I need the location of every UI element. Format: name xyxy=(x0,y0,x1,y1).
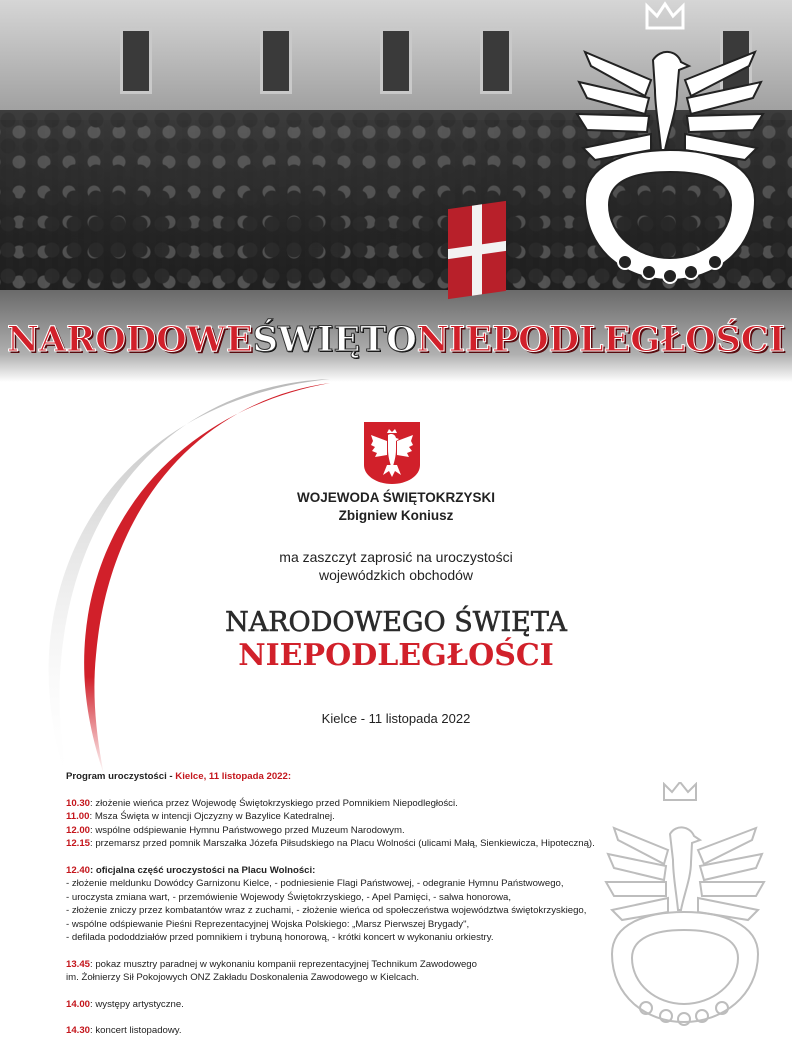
invite-line-2: wojewódzkich obchodów xyxy=(318,567,474,583)
program-time: 14.30 xyxy=(66,1025,91,1036)
banner-window xyxy=(120,28,152,94)
program-time: 10.30 xyxy=(66,797,91,809)
program-item-concert xyxy=(66,1024,626,1038)
banner-window xyxy=(480,28,512,94)
headline-word-narodowe: NARODOWE xyxy=(7,319,253,360)
program-text: : Msza Święta w intencji Ojczyzny w Bazylice Katedralnej. xyxy=(89,811,335,822)
banner-headline xyxy=(0,318,792,362)
program-text: : złożenie wieńca przez Wojewodę Świętokrzyskiego przed Pomnikiem Niepodległości. xyxy=(90,797,458,809)
program-heading xyxy=(66,770,626,784)
program-item xyxy=(66,824,626,838)
military-eagle-outline-icon xyxy=(596,782,776,1040)
program-item xyxy=(66,837,626,851)
invite-line-1: ma zaszczyt zaprosić na uroczystości xyxy=(279,549,513,565)
program-time: 12.40 xyxy=(66,864,91,876)
banner-window xyxy=(380,28,412,94)
military-eagle-emblem-icon xyxy=(565,0,775,320)
program-item-art xyxy=(66,998,626,1012)
program-item xyxy=(66,797,626,811)
official-line: - defilada pododdziałów przed pomnikiem i trybuną honorową, - krótki koncert w wykonaniu orkiestry. xyxy=(66,932,494,943)
program-text: : występy artystyczne. xyxy=(90,998,184,1010)
official-line: - złożenie zniczy przez kombatantów wraz z zuchami, - złożenie wieńca od społeczeństwa województwa świętokrzyskiego, xyxy=(66,905,587,916)
event-title-line-2: NIEPODLEGŁOŚCI xyxy=(238,638,554,673)
official-line: - uroczysta zmiana wart, - przemówienie Wojewody Świętokrzyskiego, - Apel Pamięci, - salwa honorowa, xyxy=(66,891,512,903)
program-heading-prefix: Program uroczystości - xyxy=(66,771,176,782)
program-time: 14.00 xyxy=(66,998,91,1010)
program-item-drill xyxy=(66,958,626,972)
headline-word-swieto: ŚWIĘTO xyxy=(252,319,417,360)
headline-word-niepodleglosci: NIEPODLEGŁOŚCI xyxy=(416,319,785,360)
program-time: 12.00 xyxy=(66,824,91,836)
program-time: 12.15 xyxy=(66,838,91,849)
program-item-official xyxy=(66,864,626,878)
program-heading-place: Kielce, 11 listopada 2022: xyxy=(175,771,292,782)
program-text: : koncert listopadowy. xyxy=(90,1025,182,1036)
program-text: : przemarsz przed pomnik Marszałka Józefa Piłsudskiego na Placu Wolności (ulicami Małą, Sienkiewicza, Hipoteczną). xyxy=(90,838,595,849)
voivode-title: WOJEWODA ŚWIĘTOKRZYSKI xyxy=(296,490,495,505)
program-text: : wspólne odśpiewanie Hymnu Państwowego przed Muzeum Narodowym. xyxy=(90,824,405,836)
program-item xyxy=(66,810,626,824)
place-and-date: Kielce - 11 listopada 2022 xyxy=(321,711,471,726)
event-title-line-1: NARODOWEGO ŚWIĘTA xyxy=(225,607,567,638)
program-time: 11.00 xyxy=(66,811,90,822)
polish-coat-of-arms-icon xyxy=(363,421,421,485)
header-banner xyxy=(0,0,792,382)
program-item-drill-cont: im. Żołnierzy Sił Pokojowych ONZ Zakładu Doskonalenia Zawodowego w Kielcach. xyxy=(66,972,419,983)
official-line: - złożenie meldunku Dowódcy Garnizonu Kielce, - podniesienie Flagi Państwowej, - odegranie Hymnu Państwowego, xyxy=(66,878,564,889)
program-time: 13.45 xyxy=(66,958,91,970)
official-line: - wspólne odśpiewanie Pieśni Reprezentacyjnej Wojska Polskiego: „Marsz Pierwszej Brygady", xyxy=(66,918,470,930)
banner-window xyxy=(260,28,292,94)
voivode-name: Zbigniew Koniusz xyxy=(338,508,454,523)
program-text: : oficjalna część uroczystości na Placu Wolności: xyxy=(90,864,316,876)
decorative-arc-icon xyxy=(30,375,340,795)
program-section xyxy=(66,770,626,1038)
program-text: : pokaz musztry paradnej w wykonaniu kompanii reprezentacyjnej Technikum Zawodowego xyxy=(90,958,477,970)
regimental-flag-icon xyxy=(448,201,506,299)
